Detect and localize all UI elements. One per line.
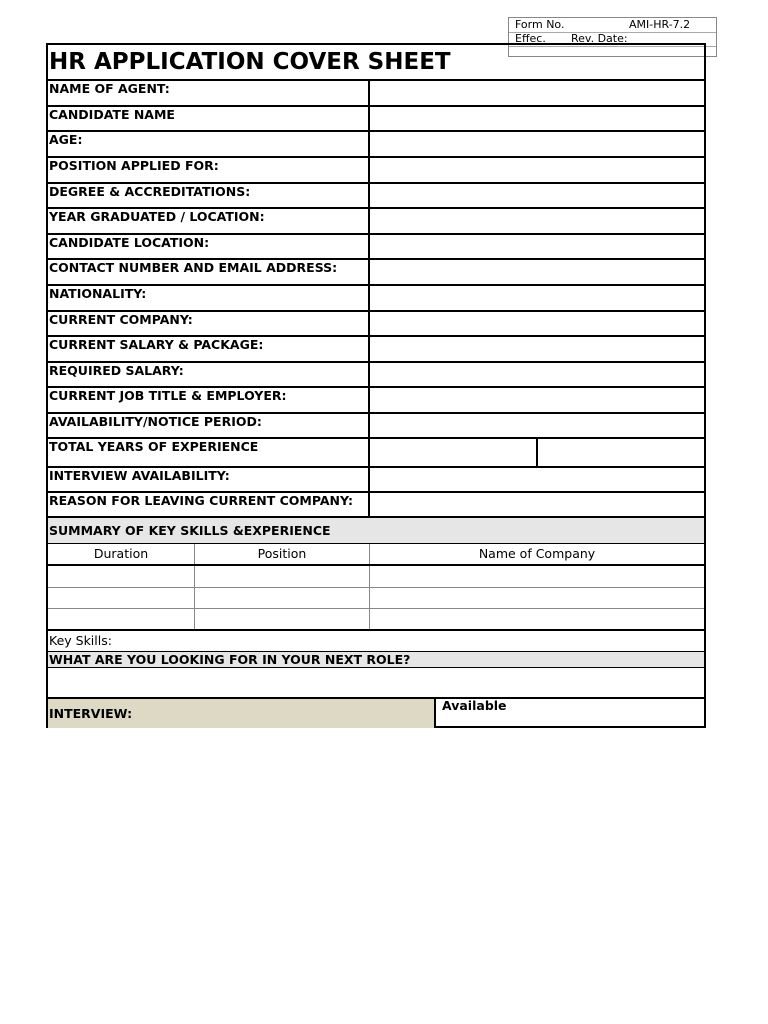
field-label: AVAILABILITY/NOTICE PERIOD: [48,414,370,437]
position-cell[interactable] [195,609,370,629]
key-skills-label: Key Skills: [49,633,112,648]
field-label: AGE: [48,132,370,156]
field-row-interview-availability [48,468,704,493]
field-label: INTERVIEW AVAILABILITY: [48,468,370,491]
field-row-required-salary [48,363,704,388]
company-cell[interactable] [370,588,704,608]
field-label: TOTAL YEARS OF EXPERIENCE [48,439,370,466]
field-row-contact [48,260,704,286]
table-row [48,609,704,631]
total-years-extra-field[interactable] [538,439,704,466]
experience-table-header [48,544,704,566]
field-label: CANDIDATE NAME [48,107,370,130]
agent-name-field[interactable] [370,81,704,105]
table-row [48,566,704,588]
field-row-current-salary [48,337,704,363]
form-no-label: Form No. [515,18,565,31]
total-years-field[interactable] [370,439,538,466]
duration-cell[interactable] [48,588,195,608]
summary-heading: SUMMARY OF KEY SKILLS &EXPERIENCE [48,518,704,544]
table-row [48,588,704,609]
field-row-candidate [48,107,704,132]
effec-label: Effec. [515,32,546,45]
field-row-agent [48,81,704,107]
field-label: NAME OF AGENT: [48,81,370,105]
position-cell[interactable] [195,588,370,608]
availability-field[interactable] [370,414,704,437]
company-cell[interactable] [370,609,704,629]
field-label: CURRENT JOB TITLE & EMPLOYER: [48,388,370,412]
field-label: DEGREE & ACCREDITATIONS: [48,184,370,207]
duration-cell[interactable] [48,609,195,629]
degree-field[interactable] [370,184,704,207]
candidate-location-field[interactable] [370,235,704,258]
required-salary-field[interactable] [370,363,704,386]
interview-label: INTERVIEW: [48,699,436,728]
field-label: REASON FOR LEAVING CURRENT COMPANY: [48,493,370,516]
position-cell[interactable] [195,566,370,587]
field-row-availability [48,414,704,439]
next-role-answer-field[interactable] [48,668,704,699]
duration-cell[interactable] [48,566,195,587]
column-header-position: Position [195,544,370,564]
current-company-field[interactable] [370,312,704,335]
field-label: NATIONALITY: [48,286,370,310]
field-row-position [48,158,704,184]
column-header-company: Name of Company [478,546,596,561]
year-graduated-field[interactable] [370,209,704,233]
field-row-year-graduated [48,209,704,235]
field-row-job-title [48,388,704,414]
page-title: HR APPLICATION COVER SHEET [48,45,704,81]
available-field[interactable] [436,699,704,728]
position-field[interactable] [370,158,704,182]
field-row-age [48,132,704,158]
age-field[interactable] [370,132,704,156]
candidate-name-field[interactable] [370,107,704,130]
field-label: REQUIRED SALARY: [48,363,370,386]
nationality-field[interactable] [370,286,704,310]
field-label: POSITION APPLIED FOR: [48,158,370,182]
field-row-candidate-location [48,235,704,260]
cover-sheet [46,43,706,728]
interview-availability-field[interactable] [370,468,704,491]
form-no-value: AMI-HR-7.2 [629,18,691,31]
field-label: YEAR GRADUATED / LOCATION: [48,209,370,233]
job-title-field[interactable] [370,388,704,412]
contact-field[interactable] [370,260,704,284]
field-label: CURRENT SALARY & PACKAGE: [48,337,370,361]
column-header-duration: Duration [48,544,195,564]
next-role-question: WHAT ARE YOU LOOKING FOR IN YOUR NEXT ROLE? [48,652,704,668]
current-salary-field[interactable] [370,337,704,361]
field-row-reason-leaving [48,493,704,518]
key-skills-field[interactable] [48,631,704,652]
field-label: CURRENT COMPANY: [48,312,370,335]
rev-date-label: Rev. Date: [571,32,628,45]
company-cell[interactable] [370,566,704,587]
reason-leaving-field[interactable] [370,493,704,516]
field-label: CONTACT NUMBER AND EMAIL ADDRESS: [48,260,370,284]
field-row-degree [48,184,704,209]
field-row-total-years [48,439,704,468]
field-label: CANDIDATE LOCATION: [48,235,370,258]
field-row-nationality [48,286,704,312]
available-label: Available [442,698,507,713]
field-row-current-company [48,312,704,337]
